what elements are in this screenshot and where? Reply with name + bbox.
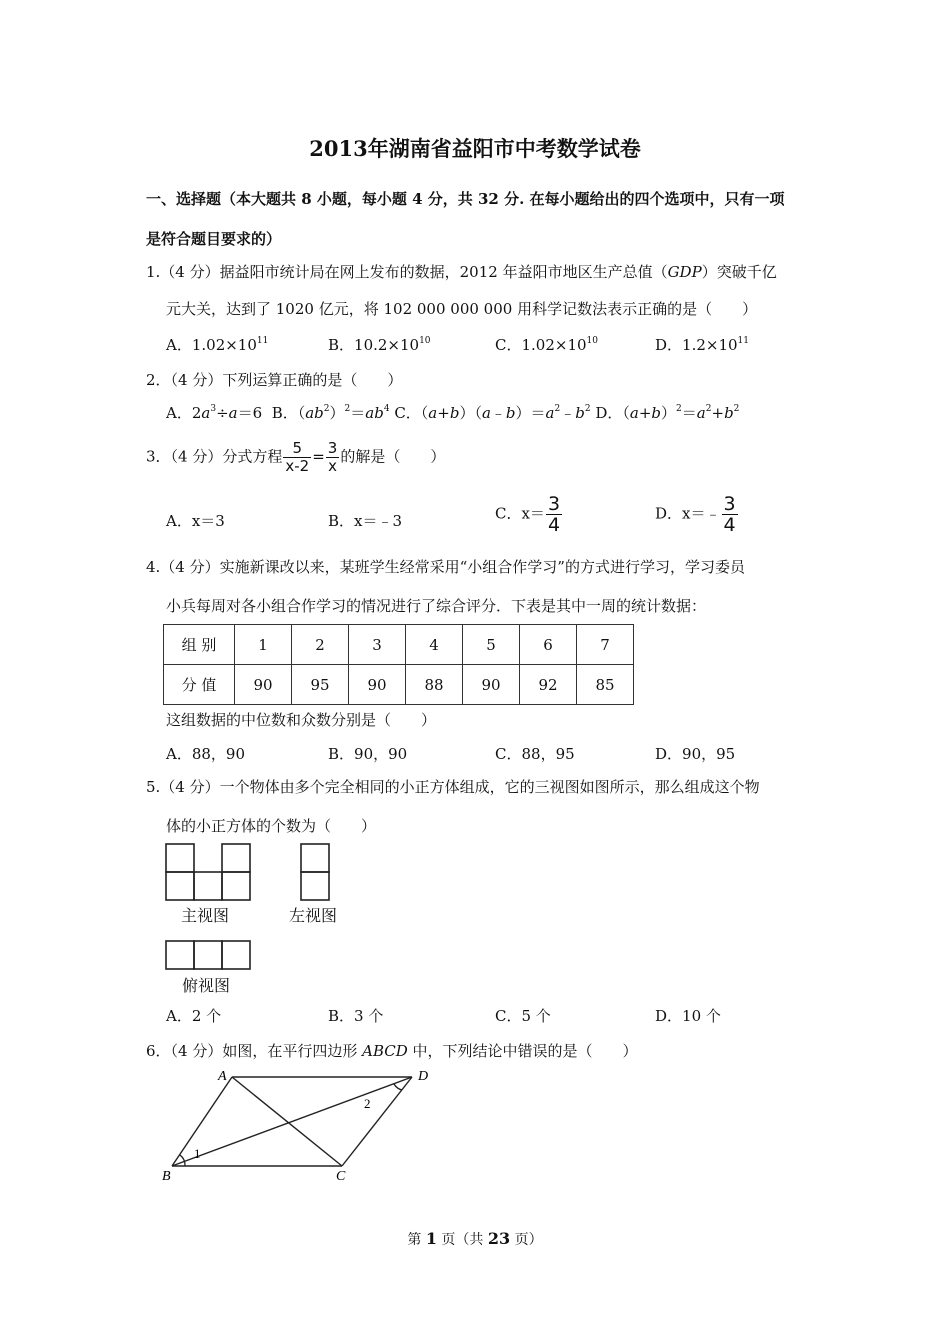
q1-option-d[interactable]: D．$1.2\times 10^{11}$ (655, 336, 749, 354)
q4-stem-line2: 小兵每周对各小组合作学习的情况进行了综合评分．下表是其中一周的统计数据： (166, 597, 707, 615)
q4-option-d[interactable]: D．90，95 (655, 745, 736, 763)
table-header-cell: 分 值 (164, 665, 235, 705)
table-cell: 4 (406, 625, 463, 665)
table-header-cell: 组 别 (164, 625, 235, 665)
table-cell: 95 (292, 665, 349, 705)
table-cell: 90 (349, 665, 406, 705)
left-view-label: 左视图 (289, 906, 338, 925)
section-heading-line2: 是符合题目要求的） (146, 230, 282, 248)
table-cell: 1 (235, 625, 292, 665)
top-view-label: 俯视图 (182, 976, 231, 995)
q3-option-b[interactable]: B．x＝﹣3 (328, 512, 403, 530)
vertex-c-label: C (336, 1169, 346, 1184)
q4-option-c[interactable]: C．88，95 (495, 745, 575, 763)
table-cell: 90 (235, 665, 292, 705)
q1-stem-line2: 元大关，达到了 1020 亿元，将 102 000 000 000 用科学记数法表示正确的是（ ） (166, 300, 758, 318)
q3-option-c[interactable]: C．x＝ $\frac{3}{4}$ (495, 493, 561, 536)
angle-1-label: 1 (194, 1146, 201, 1161)
q6-stem: 6．（4 分）如图，在平行四边形 ABCD 中，下列结论中错误的是（ ） (146, 1042, 638, 1060)
page-title: 2013年湖南省益阳市中考数学试卷 (309, 136, 641, 161)
q3-fraction-2: $\frac{3}{x}$ (327, 439, 338, 475)
q3-option-a[interactable]: A．x＝3 (166, 512, 225, 530)
table-row (164, 625, 634, 665)
left-view (301, 844, 329, 900)
q4-stem-line1: 4.（4 分）实施新课改以来，某班学生经常采用“小组合作学习”的方式进行学习，学习委员 (146, 558, 745, 576)
angle-2-label: 2 (364, 1096, 371, 1111)
vertex-d-label: D (418, 1069, 428, 1084)
q5-option-b[interactable]: B．3 个 (328, 1007, 384, 1025)
table-cell: 90 (463, 665, 520, 705)
table-cell: 7 (577, 625, 634, 665)
table-cell: 88 (406, 665, 463, 705)
page-footer: 第 1 页（共 23 页） (407, 1229, 543, 1248)
table-cell: 6 (520, 625, 577, 665)
table-cell: 5 (463, 625, 520, 665)
q5-stem-line2: 体的小正方体的个数为（ ） (166, 817, 377, 835)
table-row (164, 665, 634, 705)
q5-option-c[interactable]: C．5 个 (495, 1007, 551, 1025)
q1-option-c[interactable]: C．$1.02\times 10^{10}$ (495, 336, 598, 354)
section-heading-line1: 一、选择题（本大题共 8 小题，每小题 4 分，共 32 分. 在每小题给出的四个选项中，只有一项 (146, 190, 785, 208)
q5-option-a[interactable]: A．2 个 (166, 1007, 222, 1025)
q4-question: 这组数据的中位数和众数分别是（ ） (166, 711, 437, 729)
q1-option-b[interactable]: B．$10.2\times 10^{10}$ (328, 336, 431, 354)
q5-stem-line1: 5.（4 分）一个物体由多个完全相同的小正方体组成，它的三视图如图所示，那么组成这个物 (146, 778, 760, 796)
q1-option-a[interactable]: A．$1.02\times 10^{11}$ (166, 336, 269, 354)
score-table (163, 624, 634, 705)
vertex-a-label: A (218, 1069, 227, 1084)
q4-option-a[interactable]: A．88，90 (166, 745, 246, 763)
q3-fraction-1: $\frac{5}{x-2}$ (285, 439, 310, 475)
vertex-b-label: B (162, 1169, 171, 1184)
q5-option-d[interactable]: D．10 个 (655, 1007, 721, 1025)
front-view-label: 主视图 (181, 906, 230, 925)
q2-options[interactable]: A．$2a^3\div a=6$ B．$(ab^2)^2=ab^4$ C．$(a+b)(a﹣b)=a^2﹣b^2$ D．$(a+b)^2=a^2+b^2$ (166, 404, 740, 422)
q2-stem: 2．（4 分）下列运算正确的是（ ） (146, 371, 403, 389)
table-cell: 85 (577, 665, 634, 705)
front-view (166, 844, 250, 900)
q4-option-b[interactable]: B．90，90 (328, 745, 408, 763)
parallelogram-figure (158, 1062, 428, 1192)
q3-stem: 3．（4 分）分式方程 $\frac{5}{x-2}$ = $\frac{3}{x}$ 的解是（ ） (146, 439, 446, 475)
table-cell: 92 (520, 665, 577, 705)
top-view (166, 941, 250, 969)
table-cell: 3 (349, 625, 406, 665)
q3-option-d[interactable]: D．x＝﹣ $\frac{3}{4}$ (655, 493, 736, 536)
table-cell: 2 (292, 625, 349, 665)
q1-stem-line1: 1.（4 分）据益阳市统计局在网上发布的数据，2012 年益阳市地区生产总值（GDP）突破千亿 (146, 263, 777, 281)
